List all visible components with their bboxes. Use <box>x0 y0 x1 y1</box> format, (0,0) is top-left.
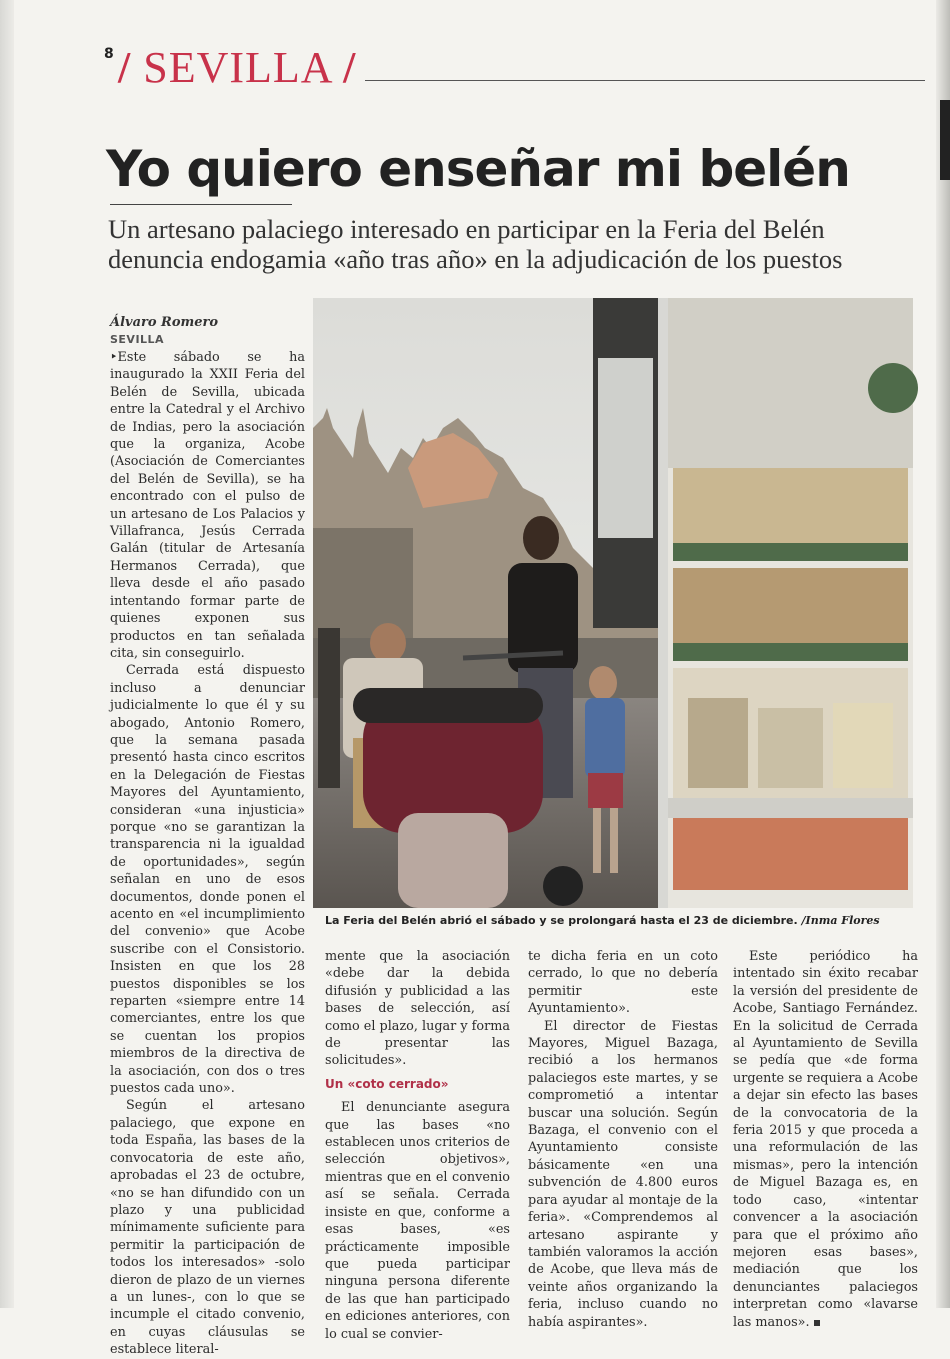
photo-caption-text: La Feria del Belén abrió el sábado y se prolongará hasta el 23 de diciembre. <box>325 914 798 927</box>
paper-edge-right <box>936 0 950 1308</box>
photo-illustration <box>313 298 913 908</box>
article-paragraph-text: Este periódico ha intentado sin éxito recabar la versión del presidente de Acobe, Santiago Fernández. En la solicitud de Cerrada al Ayuntamiento de Sevilla se pedía que «de forma urgente se requiera a Acobe a dejar sin efecto las bases de la convocatoria de la feria 2015 y que proceda a una reformulación de las mismas», pero la intención de Miguel Bazaga es, en todo caso, «intentar convencer a la asociación para que el próximo año mejoren esas bases», mediación que los denunciantes palaciegos interpretan como «lavarse las manos». <box>733 949 918 1330</box>
photo-caption <box>325 914 925 927</box>
section-name: SEVILLA <box>143 43 332 92</box>
article-column-3 <box>528 948 718 1330</box>
page-number: 8 <box>104 46 114 62</box>
article-paragraph: El director de Fiestas Mayores, Miguel Bazaga, recibió a los hermanos palaciegos este martes, y se comprometió a intentar buscar una solución. Según Bazaga, el convenio con el Ayuntamiento consiste básicamente «en una subvención de 4.800 euros para ayudar al montaje de la feria». «Comprendemos al artesano aspirante y también valoramos la acción de Acobe, que lleva más de veinte años organizando la feria, incluso cuando no había aspirantes». <box>528 1018 718 1330</box>
section-slash-left: / <box>118 43 132 92</box>
article-paragraph: El denunciante asegura que las bases «no establecen unos criterios de selección objetivos», mientras que en el convenio así se señala. Cerrada insiste en que, conforme a esas bases, «es prácticamente imposible que pueda participar ninguna persona diferente de las que han participado en ediciones anteriores, con lo cual se convier- <box>325 1100 510 1342</box>
article-column-4 <box>733 948 918 1330</box>
paper-edge-left <box>0 0 14 1308</box>
section-label <box>118 42 356 93</box>
article-paragraph: Según el artesano palaciego, que expone en toda España, las bases de la convocatoria de este año, aprobadas el 23 de octubre, «no se han difundido con un plazo y una publicidad mínimamente suficiente para permitir la participación de todos los interesados» -solo dieron de plazo de un viernes a un lunes-, con lo que se incumple el citado convenio, en cuyas cláusulas se establece literal- <box>110 1098 305 1358</box>
section-rule <box>365 80 925 81</box>
article-paragraph: ‣Este sábado se ha inaugurado la XXII Feria del Belén de Sevilla, ubicada entre la Catedral y el Archivo de Indias, pero la asociación que la organiza, Acobe (Asociación de Comerciantes del Belén de Sevilla), se ha encontrado con el pulso de un artesano de Los Palacios y Villafranca, Jesús Cerrada Galán (titular de Artesanía Hermanos Cerrada), que lleva desde el año pasado intentando formar parte de quienes exponen sus productos en tan señalada cita, sin conseguirlo. <box>110 350 305 661</box>
byline-city: SEVILLA <box>110 333 165 346</box>
photo-credit: /Inma Flores <box>801 914 880 927</box>
article-photo <box>313 298 913 908</box>
subsection-heading: Un «coto cerrado» <box>325 1076 449 1091</box>
byline-author: Álvaro Romero <box>110 315 219 330</box>
headline-rule <box>110 204 292 205</box>
section-slash-right: / <box>343 43 357 92</box>
article-column-2 <box>325 948 510 1342</box>
article-paragraph: te dicha feria en un coto cerrado, lo que no debería permitir este Ayuntamiento». <box>528 949 718 1017</box>
article-paragraph <box>733 948 918 1331</box>
subheadline: Un artesano palaciego interesado en participar en la Feria del Belén denuncia endogamia «año tras año» en la adjudicación de los puestos <box>108 214 843 274</box>
end-of-article-mark <box>814 1320 820 1326</box>
headline: Yo quiero enseñar mi belén <box>106 139 850 198</box>
next-page-strip <box>940 100 950 180</box>
article-paragraph: mente que la asociación «debe dar la debida difusión y publicidad a las bases de selección, así como el plazo, lugar y forma de presentar las solicitudes». <box>325 949 510 1069</box>
article-column-1 <box>110 349 305 1358</box>
article-paragraph: Cerrada está dispuesto incluso a denunciar judicialmente lo que él y su abogado, Antonio Romero, que la semana pasada presentó hasta cinco escritos en la Delegación de Fiestas Mayores del Ayuntamiento, consideran «una injusticia» porque «no se garantizan la transparencia ni la igualdad de oportunidades», según señalan en uno de esos documentos, donde ponen el acento en «el incumplimiento del convenio» que Acobe suscribe con el Consistorio. Insisten en que los 28 puestos disponibles se los reparten «siempre entre 14 comerciantes, entre los que se cuentan los propios miembros de la directiva de la asociación, con dos o tres puestos cada uno». <box>110 663 305 1097</box>
